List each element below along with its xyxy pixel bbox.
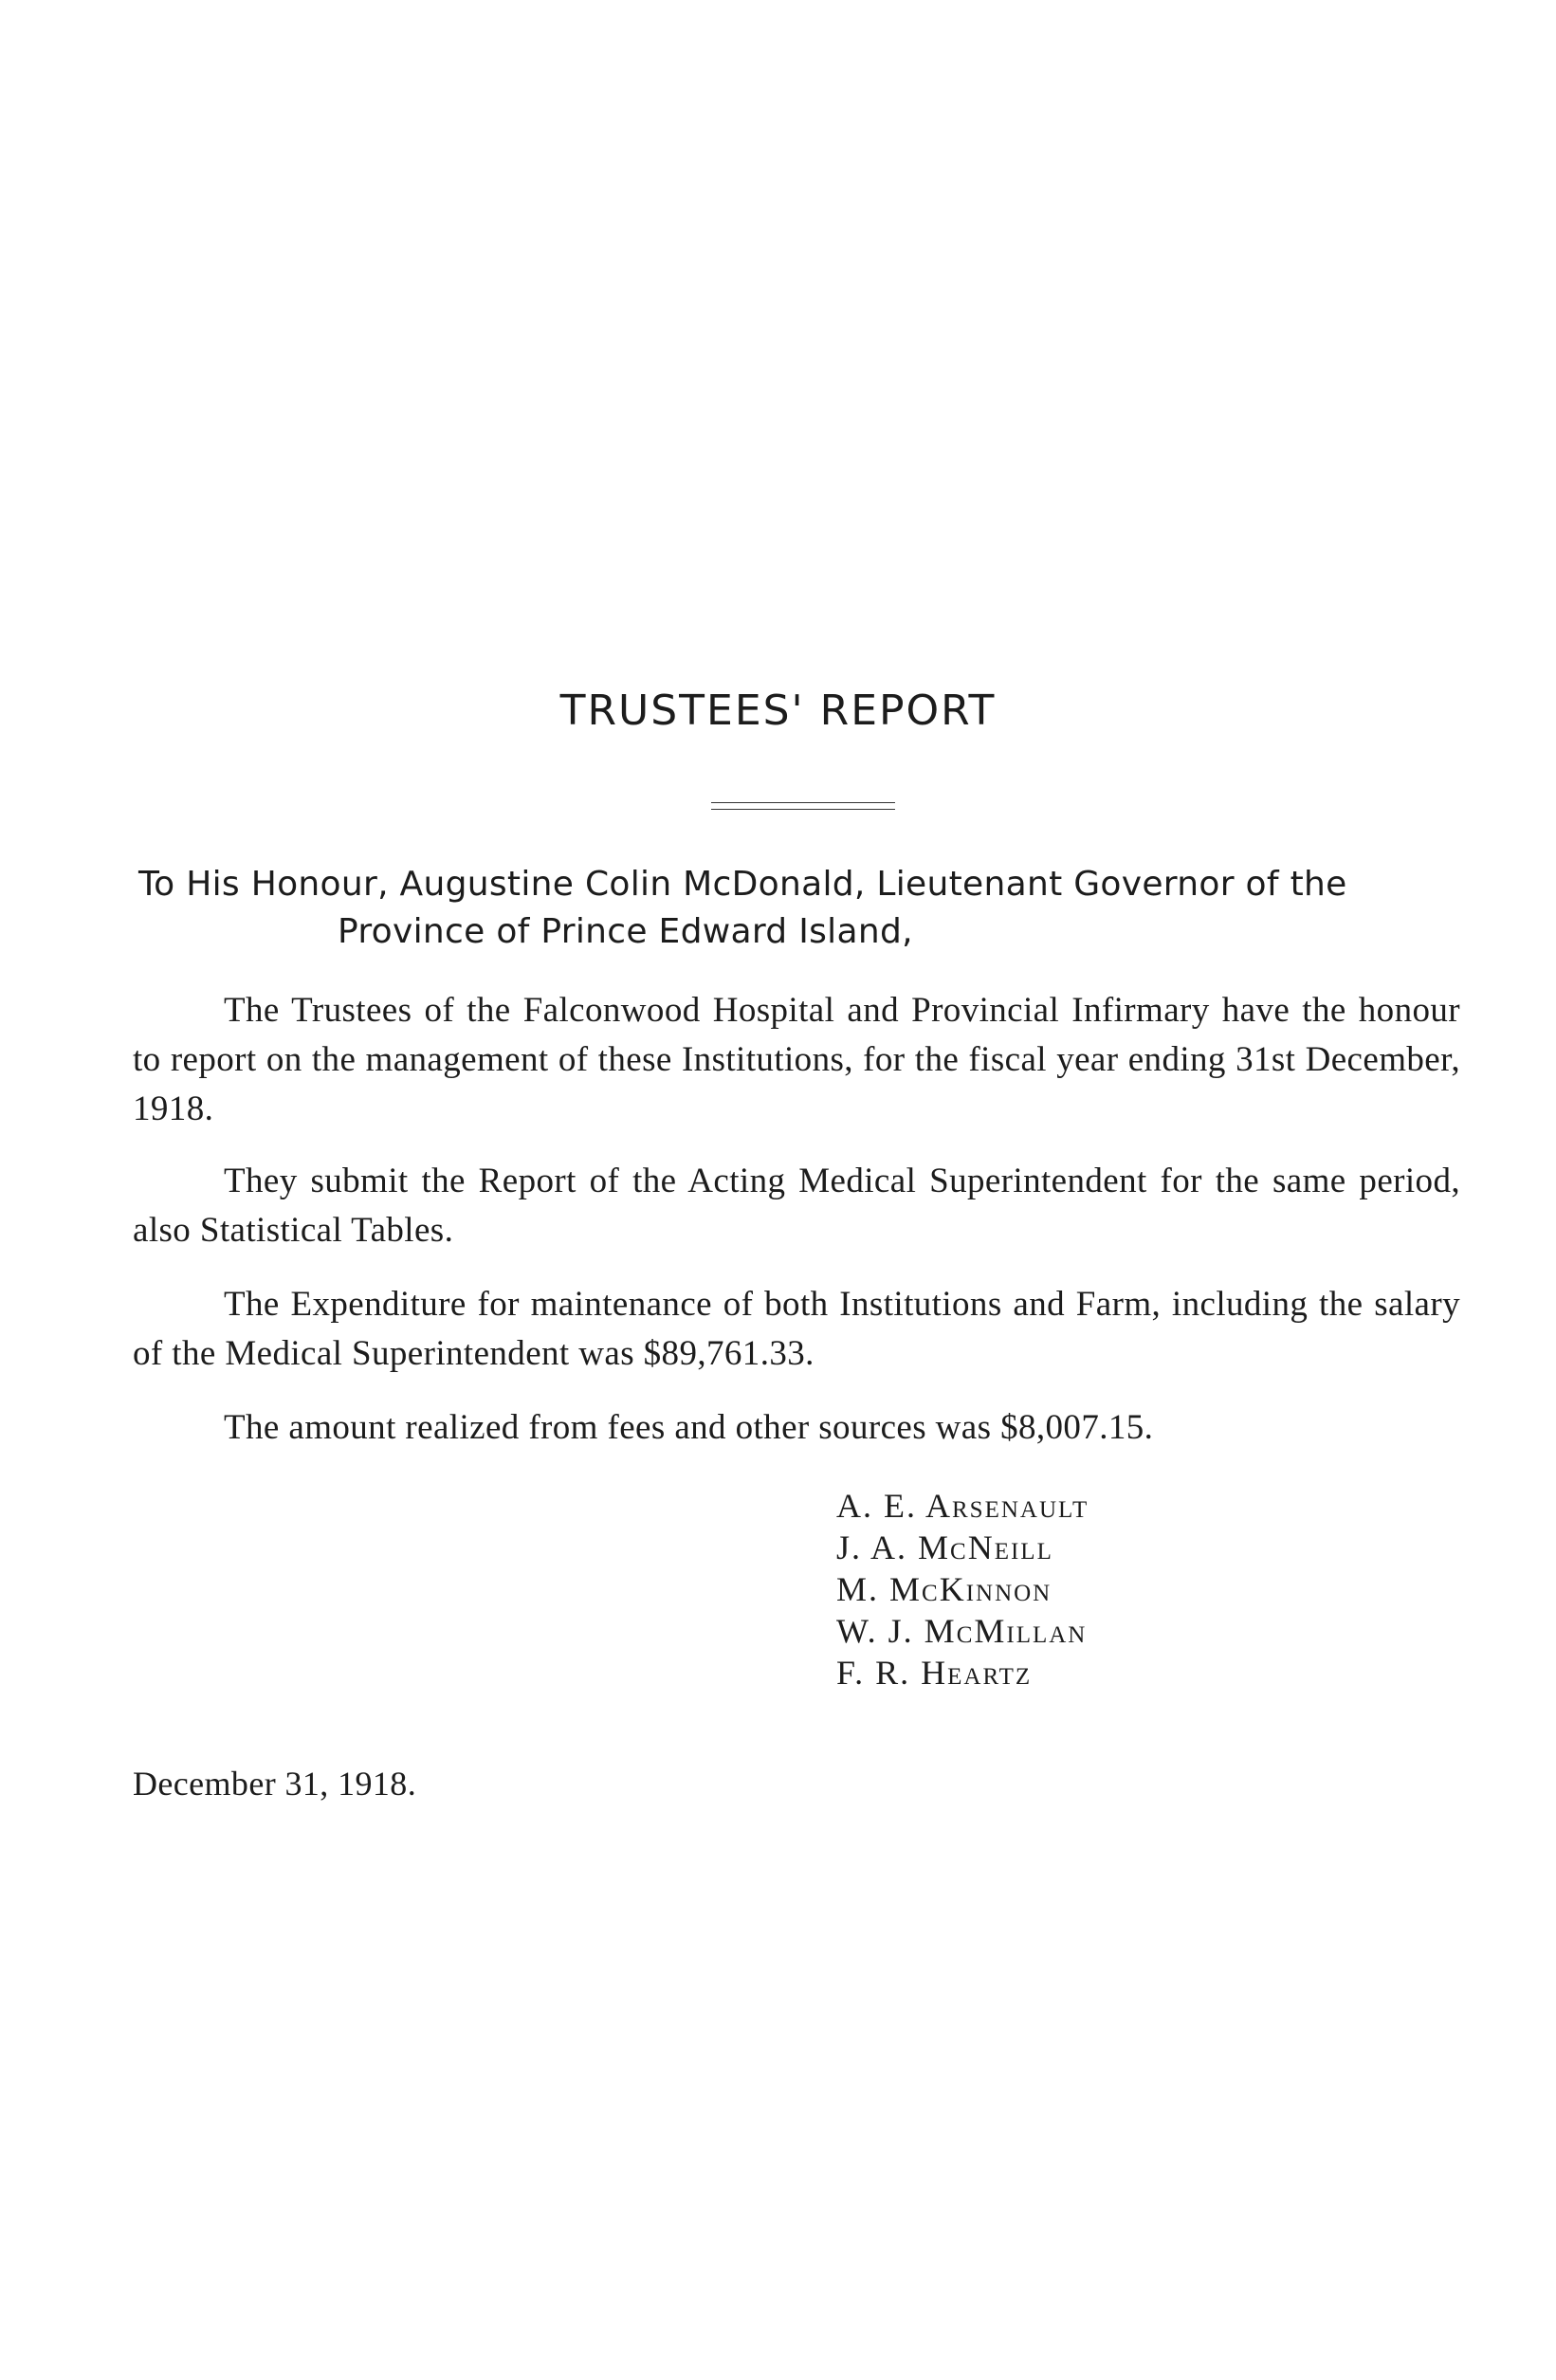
paragraph: The Trustees of the Falconwood Hospital and Provincial Infirmary have the honour to report on the management of these Institutions, for the fiscal year ending 31st December, 1918. [133, 991, 1460, 1128]
address-block [138, 861, 1485, 956]
address-line-2: Province of Prince Edward Island, [338, 912, 913, 951]
paragraph: The Expenditure for maintenance of both Institutions and Farm, including the salary of the Medical Superintendent was $89,761.33. [133, 1285, 1460, 1373]
paragraph: They submit the Report of the Acting Medical Superintendent for the same period, also Statistical Tables. [133, 1162, 1460, 1250]
signatory-name: F. R. Heartz [836, 1654, 1033, 1692]
signatory-name: J. A. McNeill [836, 1529, 1053, 1566]
signatory-name: W. J. McMillan [836, 1612, 1088, 1650]
page-title: TRUSTEES' REPORT [559, 687, 997, 735]
signatory-name: M. McKinnon [836, 1570, 1053, 1608]
title-rule [711, 802, 895, 810]
signature-block [836, 1485, 1089, 1693]
paragraph: The amount realized from fees and other sources was $8,007.15. [224, 1408, 1154, 1447]
report-date: December 31, 1918. [133, 1765, 417, 1803]
signatory-name: A. E. Arsenault [836, 1487, 1089, 1525]
address-line-1: To His Honour, Augustine Colin McDonald, Lieutenant Governor of the [138, 865, 1347, 904]
